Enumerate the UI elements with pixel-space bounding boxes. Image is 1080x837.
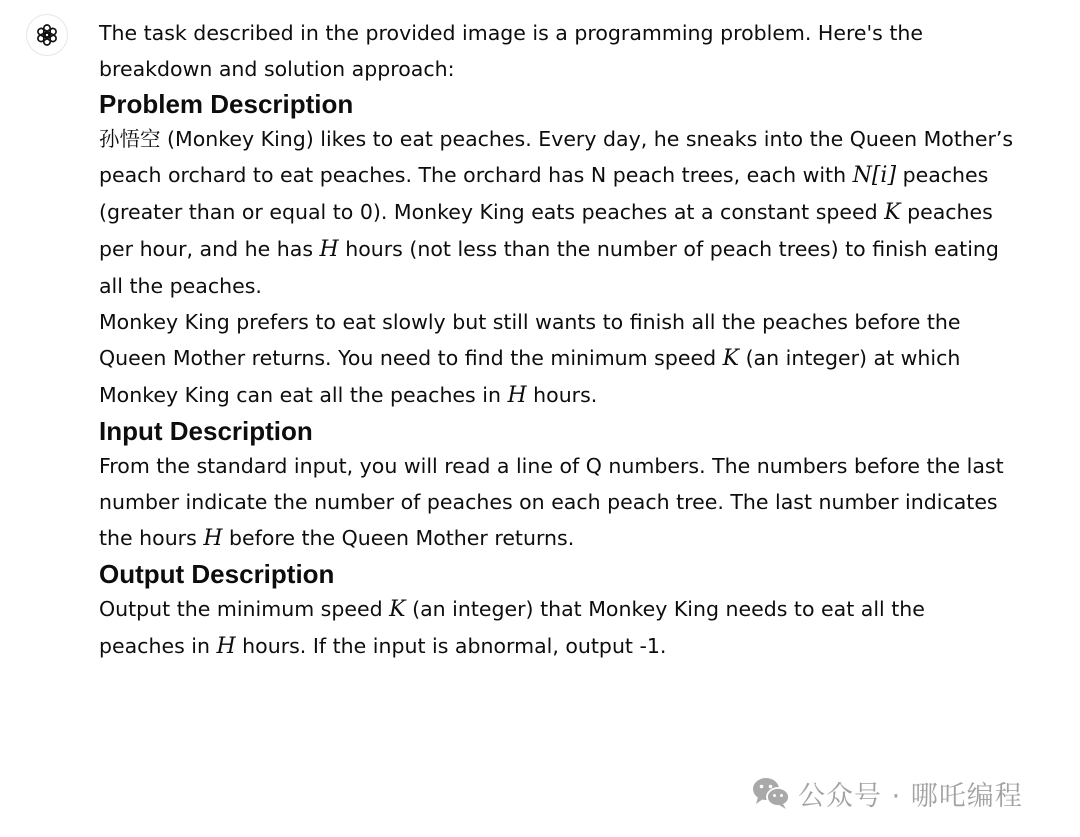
text-run: peaches per hour, and he has (99, 200, 993, 261)
math-expression: H (507, 383, 527, 408)
intro-text: The task described in the provided image is a programming problem. Here's the breakdown and solution approach: (99, 21, 924, 81)
text-run: 孙悟空 (Monkey King) likes to eat peaches. Every day, he sneaks into the Queen Mother’s peach orchard to eat peaches. The orchard has N peach trees, each with (99, 127, 1014, 187)
text-run: hours. (526, 383, 598, 407)
heading-output-description: Output Description (99, 559, 335, 589)
watermark (752, 773, 1023, 813)
math-expression: H (216, 634, 236, 659)
heading-input-description: Input Description (99, 416, 313, 446)
text-run: Monkey King prefers to eat slowly but still wants to finish all the peaches before the Queen Mother returns. You need to find the minimum speed (99, 310, 961, 370)
math-expression: H (319, 237, 339, 262)
math-expression: H (203, 526, 223, 551)
output-paragraph (99, 591, 1014, 665)
input-paragraph (99, 448, 1014, 557)
watermark-text: 公众号 · 哪吒编程 (798, 780, 1023, 812)
openai-logo-icon (35, 23, 59, 47)
text-run: (an integer) that Monkey King needs to eat all the peaches in (99, 597, 925, 658)
math-expression: N[i] (852, 163, 897, 188)
heading-problem-description: Problem Description (99, 89, 354, 119)
math-expression: K (884, 200, 901, 225)
text-run: hours (not less than the number of peach trees) to finish eating all the peaches. (99, 237, 999, 298)
text-run: From the standard input, you will read a line of Q numbers. The numbers before the last number indicate the number of peaches on each peach tree. The last number indicates the hours (99, 454, 1004, 550)
wechat-icon (752, 776, 790, 810)
math-expression: K (389, 597, 406, 622)
text-run: Output the minimum speed (99, 597, 390, 621)
problem-paragraph-2 (99, 304, 1014, 414)
text-run: hours. If the input is abnormal, output -1. (235, 634, 667, 658)
text-run: (an integer) at which Monkey King can eat all the peaches in (99, 346, 961, 407)
avatar (26, 14, 68, 56)
assistant-message (99, 15, 1014, 665)
problem-paragraph-1 (99, 121, 1014, 304)
text-run: peaches (greater than or equal to 0). Monkey King eats peaches at a constant speed (99, 163, 989, 224)
math-expression: K (722, 346, 740, 371)
text-run: before the Queen Mother returns. (222, 526, 575, 550)
